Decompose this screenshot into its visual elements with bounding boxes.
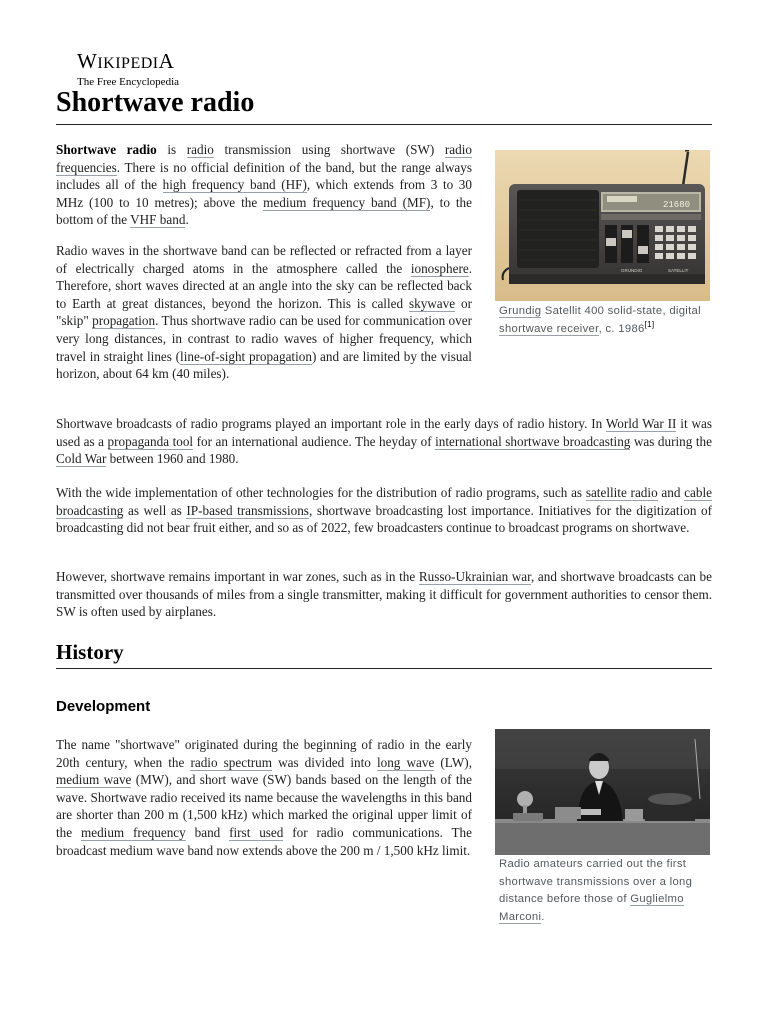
link-cold-war[interactable]: Cold War <box>56 451 107 467</box>
link-vhf-band[interactable]: VHF band <box>130 212 186 228</box>
logo-tagline: The Free Encyclopedia <box>77 76 180 88</box>
radio-brand-text: GRUNDIG <box>621 268 643 273</box>
link-propagation[interactable]: propagation <box>92 313 156 329</box>
link-first-used[interactable]: first used <box>229 824 284 840</box>
link-guglielmo-marconi[interactable]: Guglielmo Marconi <box>499 893 684 923</box>
intro-paragraph-1: Shortwave radio is radio transmission using shortwave (SW) radio frequencies. There is no official definition of the band, but the range always includes all of the high frequency band (HF), which extends from 3 to 30 MHz (100 to 10 metres); above the medium frequency band (MF), to the bottom of the VHF band. <box>56 142 472 228</box>
figure2-caption: Radio amateurs carried out the first shortwave transmissions over a long distance before those of Guglielmo Marconi. <box>499 858 693 923</box>
link-grundig[interactable]: Grundig <box>499 305 542 317</box>
link-cable-broadcasting[interactable]: cable broadcasting <box>56 485 713 518</box>
history-paragraph-1: The name "shortwave" originated during the beginning of radio in the early 20th century, when the radio spectrum was divided into long wave (LW), medium wave (MW), and short wave (SW) bands based on the length of the wave. Shortwave radio received its name because the wavelengths in this band are shorter than 200 m (1,500 kHz) which marked the original upper limit of the medium frequency band first used for radio communications. The broadcast medium wave band now extends above the 200 m / 1,500 kHz limit. <box>56 737 472 858</box>
link-international-shortwave-broadcasting[interactable]: international shortwave broadcasting <box>435 433 631 449</box>
intro-paragraph-2: Radio waves in the shortwave band can be reflected or refracted from a layer of electrically charged atoms in the atmosphere called the ionosphere. Therefore, short waves directed at an angle into the sky can be reflected back to Earth at great distances, beyond the horizon. This is called skywave or "skip" propagation. Thus shortwave radio can be used for communication over very long distances, in contrast to radio waves of higher frequency, which travel in straight lines (line-of-sight propagation) and are limited by the visual horizon, about 64 km (40 miles). <box>56 243 472 382</box>
intro-paragraph-3: Shortwave broadcasts of radio programs played an important role in the early days of radio history. In World War II it was used as a propaganda tool for an international audience. The heyday of international shortwave broadcasting was during the Cold War between 1960 and 1980. <box>56 416 713 467</box>
link-ip-based-transmissions[interactable]: IP-based transmissions <box>186 502 309 518</box>
link-medium-frequency-band[interactable]: medium frequency band (MF) <box>263 194 431 210</box>
link-long-wave[interactable]: long wave <box>376 754 435 770</box>
link-shortwave-receiver[interactable]: shortwave receiver <box>499 322 599 335</box>
link-satellite-radio[interactable]: satellite radio <box>585 485 658 500</box>
link-radio-spectrum[interactable]: radio spectrum <box>190 754 272 770</box>
link-radio-frequencies[interactable]: radio frequencies <box>56 142 472 175</box>
bold-term: Shortwave radio <box>56 142 157 157</box>
logo-wordmark: WIKIPEDIA <box>77 49 175 73</box>
link-world-war-ii[interactable]: World War II <box>605 416 677 431</box>
radio-amateurs-photo[interactable] <box>495 729 710 855</box>
radio-model-text: SATELLIT <box>668 268 689 273</box>
grundig-radio-image[interactable] <box>495 150 710 301</box>
link-skywave[interactable]: skywave <box>408 295 456 311</box>
radio-illustration <box>495 150 710 301</box>
intro-paragraph-5: However, shortwave remains important in war zones, such as in the Russo-Ukrainian war, and shortwave broadcasts can be transmitted over thousands of miles from a single transmitter, making it difficult for government authorities to censor them. SW is often used by airplanes. <box>56 569 712 620</box>
link-russo-ukrainian-war[interactable]: Russo-Ukrainian war <box>418 569 532 584</box>
link-line-of-sight-propagation[interactable]: line-of-sight propagation <box>180 348 312 364</box>
link-radio[interactable]: radio <box>186 142 214 157</box>
link-ionosphere[interactable]: ionosphere <box>410 260 469 276</box>
wikipedia-logo[interactable] <box>77 50 179 88</box>
link-high-frequency-band[interactable]: high frequency band (HF) <box>162 177 307 193</box>
subsection-heading-development: Development <box>56 698 151 715</box>
intro-paragraph-4: With the wide implementation of other technologies for the distribution of radio programs, such as satellite radio and cable broadcasting as well as IP-based transmissions, shortwave broadcasting lost importance. Initiatives for the digitization of broadcasting did not bear fruit either, and so as of 2022, few broadcasters continue to broadcast programs on shortwave. <box>56 485 713 536</box>
reference-1[interactable]: [1] <box>644 319 655 329</box>
link-propaganda-tool[interactable]: propaganda tool <box>107 433 194 449</box>
page-title: Shortwave radio <box>56 84 712 125</box>
radio-display-readout: 21680 <box>663 200 691 210</box>
historical-photo-illustration <box>495 729 710 855</box>
link-medium-wave[interactable]: medium wave <box>56 772 132 788</box>
figure1-caption: Grundig Satellit 400 solid-state, digital shortwave receiver, c. 1986[1] <box>499 305 701 335</box>
link-medium-frequency[interactable]: medium frequency <box>80 824 186 840</box>
section-heading-history: History <box>56 637 712 669</box>
